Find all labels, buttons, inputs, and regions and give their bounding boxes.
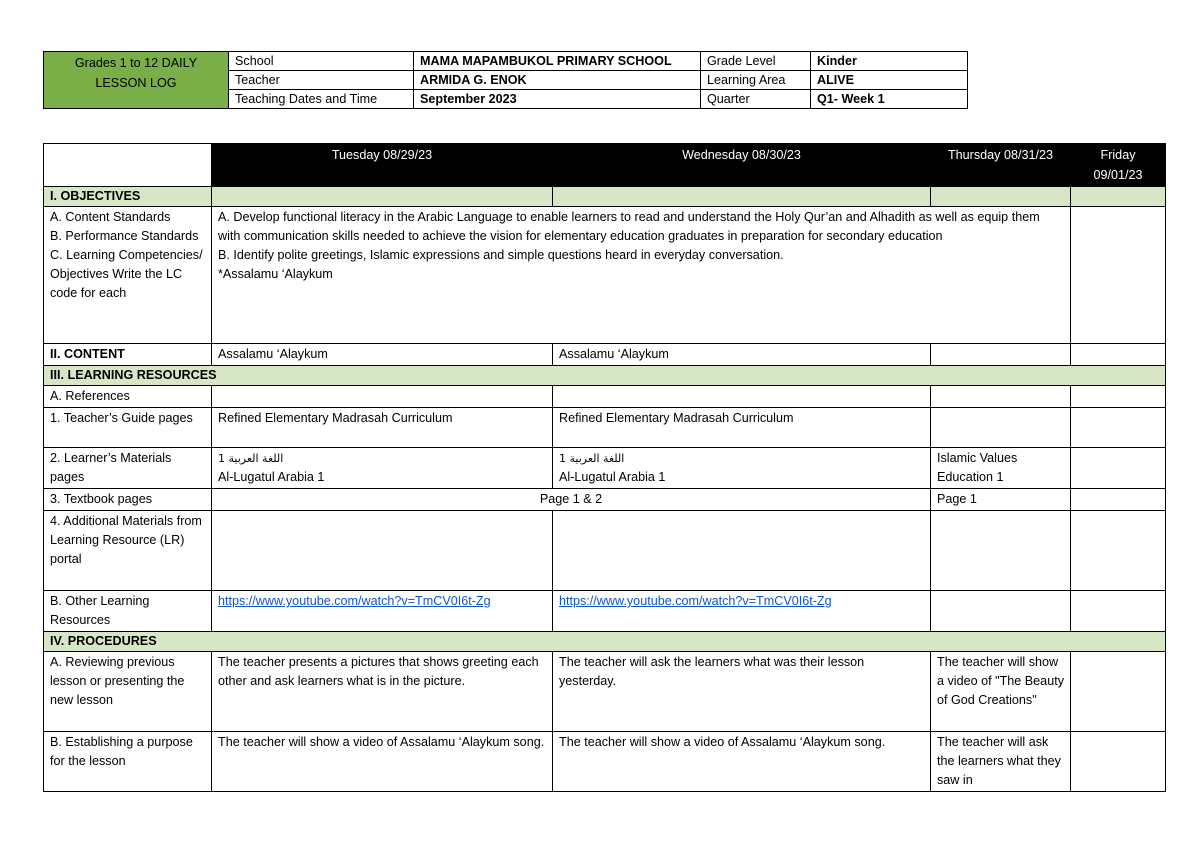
learners-materials-thu: Islamic Values Education 1 xyxy=(931,448,1071,489)
performance-standards-label: B. Performance Standards xyxy=(50,229,199,243)
empty-cell xyxy=(1071,511,1166,591)
section-fill xyxy=(553,187,931,207)
empty-cell xyxy=(1071,408,1166,448)
empty-cell xyxy=(931,386,1071,408)
teachers-guide-tue: Refined Elementary Madrasah Curriculum xyxy=(212,408,553,448)
learners-materials-wed xyxy=(553,448,931,489)
area-label: Learning Area xyxy=(701,71,811,90)
school-value: MAMA MAPAMBUKOL PRIMARY SCHOOL xyxy=(414,52,701,71)
empty-cell xyxy=(1071,207,1166,344)
references-label: A. References xyxy=(44,386,212,408)
day-header-fri: Friday 09/01/23 xyxy=(1071,144,1166,187)
section-procedures: IV. PROCEDURES xyxy=(44,632,1166,652)
empty-cell xyxy=(1071,732,1166,792)
objectives-labels xyxy=(44,207,212,344)
objectives-text xyxy=(212,207,1071,344)
procedure-a-tue: The teacher presents a pictures that shows greeting each other and ask learners what is in the picture. xyxy=(212,652,553,732)
teachers-guide-wed: Refined Elementary Madrasah Curriculum xyxy=(553,408,931,448)
textbook-pages-tue-wed: Page 1 & 2 xyxy=(212,489,931,511)
lesson-log-header xyxy=(43,51,968,109)
empty-cell xyxy=(1071,591,1166,632)
procedure-b-thu: The teacher will ask the learners what they saw in xyxy=(931,732,1071,792)
section-learning-resources: III. LEARNING RESOURCES xyxy=(44,366,1166,386)
objective-c-text: *Assalamu ‘Alaykum xyxy=(218,267,333,281)
arabic-title: اللغة العربية 1 xyxy=(559,452,625,465)
procedure-a-wed: The teacher will ask the learners what was their lesson yesterday. xyxy=(553,652,931,732)
procedure-b-label: B. Establishing a purpose for the lesson xyxy=(44,732,212,792)
empty-cell xyxy=(212,511,553,591)
empty-cell xyxy=(931,511,1071,591)
empty-cell xyxy=(1071,386,1166,408)
procedure-a-thu: The teacher will show a video of "The Beauty of God Creations" xyxy=(931,652,1071,732)
additional-materials-label: 4. Additional Materials from Learning Resource (LR) portal xyxy=(44,511,212,591)
youtube-link[interactable]: https://www.youtube.com/watch?v=TmCV0I6t-Zg xyxy=(218,594,491,608)
learners-materials-label: 2. Learner’s Materials pages xyxy=(44,448,212,489)
day-header-tue: Tuesday 08/29/23 xyxy=(212,144,553,187)
grade-label: Grade Level xyxy=(701,52,811,71)
section-fill xyxy=(212,187,553,207)
objective-b-text: B. Identify polite greetings, Islamic expressions and simple questions heard in everyday conversation. xyxy=(218,248,784,262)
empty-cell xyxy=(1071,344,1166,366)
dates-value: September 2023 xyxy=(414,90,701,109)
empty-cell xyxy=(931,408,1071,448)
day-header-thu: Thursday 08/31/23 xyxy=(931,144,1071,187)
procedure-b-tue: The teacher will show a video of Assalamu ‘Alaykum song. xyxy=(212,732,553,792)
other-resources-label: B. Other Learning Resources xyxy=(44,591,212,632)
objective-a-text: A. Develop functional literacy in the Arabic Language to enable learners to read and understand the Holy Qur’an and Alhadith as well as equip them with communication skills needed to achieve the vision for elementary education graduates in preparation for secondary education xyxy=(218,210,1040,243)
lesson-plan-table xyxy=(43,143,1166,792)
grade-value: Kinder xyxy=(811,52,968,71)
teacher-value: ARMIDA G. ENOK xyxy=(414,71,701,90)
area-value: ALIVE xyxy=(811,71,968,90)
content-wed: Assalamu ‘Alaykum xyxy=(553,344,931,366)
arabic-title: اللغة العربية 1 xyxy=(218,452,284,465)
content-standards-label: A. Content Standards xyxy=(50,210,171,224)
youtube-link[interactable]: https://www.youtube.com/watch?v=TmCV0I6t-Zg xyxy=(559,594,832,608)
procedure-a-label: A. Reviewing previous lesson or presenting the new lesson xyxy=(44,652,212,732)
textbook-pages-label: 3. Textbook pages xyxy=(44,489,212,511)
empty-cell xyxy=(1071,448,1166,489)
teachers-guide-label: 1. Teacher’s Guide pages xyxy=(44,408,212,448)
empty-cell xyxy=(931,591,1071,632)
empty-cell xyxy=(931,344,1071,366)
empty-cell xyxy=(212,386,553,408)
content-tue: Assalamu ‘Alaykum xyxy=(212,344,553,366)
section-objectives: I. OBJECTIVES xyxy=(44,187,212,207)
textbook-pages-thu: Page 1 xyxy=(931,489,1071,511)
content-label: II. CONTENT xyxy=(44,344,212,366)
empty-cell xyxy=(553,386,931,408)
school-label: School xyxy=(229,52,414,71)
other-resources-tue xyxy=(212,591,553,632)
section-fill xyxy=(931,187,1071,207)
lugatul-arabia-text: Al-Lugatul Arabia 1 xyxy=(559,470,666,484)
empty-cell xyxy=(1071,652,1166,732)
lugatul-arabia-text: Al-Lugatul Arabia 1 xyxy=(218,470,325,484)
procedure-b-wed: The teacher will show a video of Assalamu ‘Alaykum song. xyxy=(553,732,931,792)
corner-cell xyxy=(44,144,212,187)
section-fill xyxy=(1071,187,1166,207)
empty-cell xyxy=(1071,489,1166,511)
day-header-wed: Wednesday 08/30/23 xyxy=(553,144,931,187)
log-title: Grades 1 to 12 DAILY LESSON LOG xyxy=(44,52,229,109)
empty-cell xyxy=(553,511,931,591)
learning-competencies-label: C. Learning Competencies/ Objectives Write the LC code for each xyxy=(50,248,203,300)
quarter-value: Q1- Week 1 xyxy=(811,90,968,109)
quarter-label: Quarter xyxy=(701,90,811,109)
teacher-label: Teacher xyxy=(229,71,414,90)
learners-materials-tue xyxy=(212,448,553,489)
other-resources-wed xyxy=(553,591,931,632)
dates-label: Teaching Dates and Time xyxy=(229,90,414,109)
